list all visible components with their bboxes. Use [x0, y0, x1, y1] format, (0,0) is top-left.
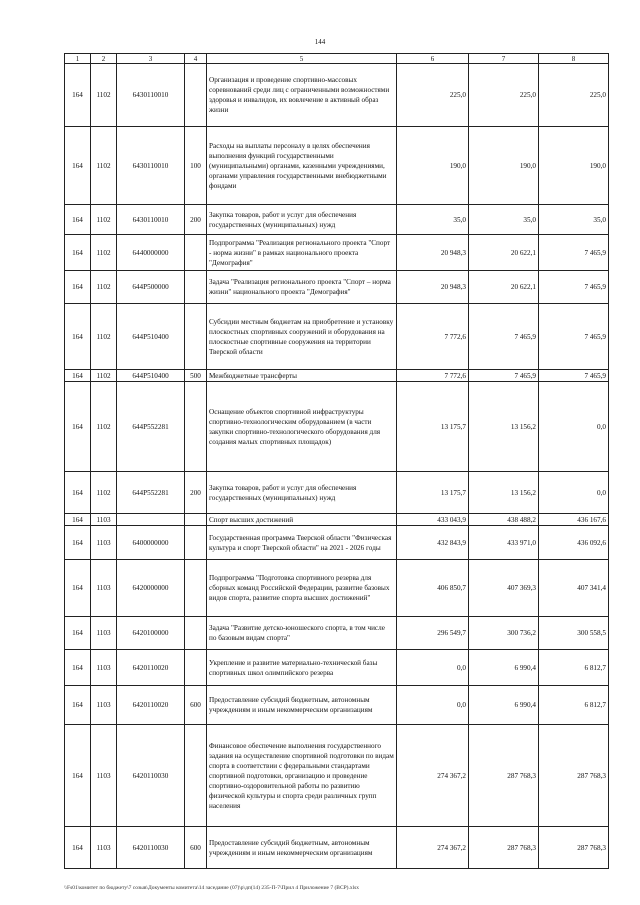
table-cell: 6400000000 [117, 526, 185, 560]
table-cell: 644P552281 [117, 472, 185, 514]
table-cell: 296 549,7 [397, 617, 469, 650]
column-header: 2 [91, 54, 117, 64]
table-cell: Подпрограмма "Реализация регионального проекта "Спорт - норма жизни" в рамках национального проекта "Демография" [207, 235, 397, 271]
table-cell: Задача "Реализация регионального проекта "Спорт – норма жизни" национального проекта "Демография" [207, 271, 397, 304]
table-row [65, 514, 609, 526]
table-cell: 644P500000 [117, 271, 185, 304]
table-cell: 6430110010 [117, 127, 185, 205]
table-cell: 6420110030 [117, 827, 185, 869]
table-cell: 1103 [91, 514, 117, 526]
table-cell: 225,0 [469, 64, 539, 127]
table-cell [185, 235, 207, 271]
column-header-row [65, 54, 609, 64]
table-cell: 164 [65, 64, 91, 127]
table-cell: 1102 [91, 127, 117, 205]
table-cell: 432 843,9 [397, 526, 469, 560]
table-cell: 1103 [91, 827, 117, 869]
budget-table [64, 53, 609, 869]
table-row [65, 235, 609, 271]
table-cell: 406 850,7 [397, 560, 469, 617]
table-cell: 20 622,1 [469, 271, 539, 304]
table-cell: 0,0 [539, 382, 609, 472]
table-cell: 644P510400 [117, 304, 185, 370]
table-cell: 190,0 [539, 127, 609, 205]
table-cell: 1102 [91, 472, 117, 514]
table-cell: 407 341,4 [539, 560, 609, 617]
table-row [65, 304, 609, 370]
table-cell [185, 725, 207, 827]
table-cell: 164 [65, 205, 91, 235]
table-cell: Предоставление субсидий бюджетным, автономным учреждениям и иным некоммерческим организациям [207, 686, 397, 725]
table-cell: Закупка товаров, работ и услуг для обеспечения государственных (муниципальных) нужд [207, 205, 397, 235]
table-cell: 13 156,2 [469, 382, 539, 472]
table-cell: 274 367,2 [397, 827, 469, 869]
table-cell: 13 175,7 [397, 472, 469, 514]
table-cell: Оснащение объектов спортивной инфраструктуры спортивно-технологическим оборудованием (в части закупки спортивно-технологического оборудования для создания малых спортивных площадок) [207, 382, 397, 472]
column-header: 3 [117, 54, 185, 64]
table-cell: Закупка товаров, работ и услуг для обеспечения государственных (муниципальных) нужд [207, 472, 397, 514]
table-cell: 164 [65, 304, 91, 370]
table-row [65, 127, 609, 205]
table-cell: 287 768,3 [539, 725, 609, 827]
page-number: 144 [314, 38, 326, 46]
table-cell: 190,0 [397, 127, 469, 205]
table-row [65, 382, 609, 472]
table-cell: 1103 [91, 617, 117, 650]
table-row [65, 472, 609, 514]
table-cell: 20 948,3 [397, 235, 469, 271]
table-cell: 287 768,3 [469, 827, 539, 869]
table-cell [185, 271, 207, 304]
table-cell: 436 167,6 [539, 514, 609, 526]
table-cell: Задача "Развитие детско-юношеского спорта, в том числе по базовым видам спорта" [207, 617, 397, 650]
table-row [65, 617, 609, 650]
table-cell [185, 382, 207, 472]
table-cell: 1102 [91, 370, 117, 382]
table-cell: 164 [65, 526, 91, 560]
table-cell: 6420110030 [117, 725, 185, 827]
table-cell: 600 [185, 686, 207, 725]
table-cell: 1102 [91, 235, 117, 271]
table-cell: 20 622,1 [469, 235, 539, 271]
table-cell: 6420110020 [117, 686, 185, 725]
table-cell: 225,0 [397, 64, 469, 127]
table-cell: 500 [185, 370, 207, 382]
table-cell: 644P552281 [117, 382, 185, 472]
table-cell: 287 768,3 [539, 827, 609, 869]
table-cell: 1102 [91, 205, 117, 235]
table-cell: 7 465,9 [469, 304, 539, 370]
table-cell: 200 [185, 205, 207, 235]
table-row [65, 271, 609, 304]
table-row [65, 827, 609, 869]
table-cell: 7 772,6 [397, 304, 469, 370]
column-header: 1 [65, 54, 91, 64]
table-cell: 164 [65, 472, 91, 514]
table-cell: 35,0 [469, 205, 539, 235]
column-header: 4 [185, 54, 207, 64]
table-cell: 438 488,2 [469, 514, 539, 526]
table-cell: 225,0 [539, 64, 609, 127]
table-cell: 1103 [91, 650, 117, 686]
table-cell: 190,0 [469, 127, 539, 205]
table-cell: 6430110010 [117, 205, 185, 235]
table-cell: 600 [185, 827, 207, 869]
column-header: 6 [397, 54, 469, 64]
table-row [65, 370, 609, 382]
table-body [65, 64, 609, 869]
table-cell: 164 [65, 235, 91, 271]
table-cell: 6 990,4 [469, 686, 539, 725]
table-cell: 1103 [91, 686, 117, 725]
table-cell: 6430110010 [117, 64, 185, 127]
table-cell: 6 990,4 [469, 650, 539, 686]
table-cell: Межбюджетные трансферты [207, 370, 397, 382]
table-cell: 35,0 [539, 205, 609, 235]
table-cell [185, 304, 207, 370]
column-header: 5 [207, 54, 397, 64]
table-cell: 7 465,9 [539, 370, 609, 382]
table-row [65, 725, 609, 827]
table-cell: Субсидии местным бюджетам на приобретение и установку плоскостных спортивных сооружений и оборудования на плоскостные спортивные сооружения на территории Тверской области [207, 304, 397, 370]
table-cell: 7 772,6 [397, 370, 469, 382]
table-cell [117, 514, 185, 526]
table-cell: 7 465,9 [469, 370, 539, 382]
table-cell: 7 465,9 [539, 304, 609, 370]
table-cell: 1102 [91, 382, 117, 472]
table-row [65, 686, 609, 725]
table-cell: 164 [65, 382, 91, 472]
table-cell: 1102 [91, 304, 117, 370]
table-cell: Организация и проведение спортивно-массовых соревнований среди лиц с ограниченными возможностями здоровья и инвалидов, их вовлечение в активный образ жизни [207, 64, 397, 127]
table-cell: Финансовое обеспечение выполнения государственного задания на осуществление спортивной подготовки по видам спорта в соответствии с федеральными стандартами спортивной подготовки, организацию и проведение спортивно-оздоровительной работы по развитию физической культуры и спорта среди различных групп населения [207, 725, 397, 827]
table-cell: Подпрограмма "Подготовка спортивного резерва для сборных команд Российской Федерации, развитие базовых видов спорта, развитие спорта высших достижений" [207, 560, 397, 617]
table-cell: 0,0 [397, 686, 469, 725]
table-cell: 433 043,9 [397, 514, 469, 526]
table-cell: 164 [65, 560, 91, 617]
table-cell: 300 736,2 [469, 617, 539, 650]
column-header: 8 [539, 54, 609, 64]
table-cell: 164 [65, 617, 91, 650]
table-cell: 6420100000 [117, 617, 185, 650]
table-cell: Укрепление и развитие материально-технической базы спортивных школ олимпийского резерва [207, 650, 397, 686]
table-cell: 13 156,2 [469, 472, 539, 514]
table-cell: 164 [65, 127, 91, 205]
table-cell: 300 558,5 [539, 617, 609, 650]
table-cell: 6 812,7 [539, 650, 609, 686]
table-cell [185, 514, 207, 526]
table-cell: 13 175,7 [397, 382, 469, 472]
table-row [65, 650, 609, 686]
table-cell: 436 092,6 [539, 526, 609, 560]
table-cell: 6440000000 [117, 235, 185, 271]
table-cell: 1103 [91, 560, 117, 617]
table-row [65, 64, 609, 127]
table-cell: Предоставление субсидий бюджетным, автономным учреждениям и иным некоммерческим организациям [207, 827, 397, 869]
file-path-footer: \\Fs01\комитет по бюджету\7 созыв\Документы комитета\14 заседание (07)\р\дп(14) 235-П-7\Прил 4 Приложение 7 (ВСР).xlsx [64, 885, 360, 891]
table-cell: 287 768,3 [469, 725, 539, 827]
table-cell: 164 [65, 271, 91, 304]
table-row [65, 205, 609, 235]
table-cell: 164 [65, 686, 91, 725]
table-cell: Государственная программа Тверской области "Физическая культура и спорт Тверской области" на 2021 - 2026 годы [207, 526, 397, 560]
table-cell: 1102 [91, 271, 117, 304]
table-row [65, 526, 609, 560]
table-cell: 164 [65, 650, 91, 686]
table-row [65, 560, 609, 617]
table-cell [185, 526, 207, 560]
table-cell [185, 650, 207, 686]
table-cell: 433 971,0 [469, 526, 539, 560]
table-cell: 1102 [91, 64, 117, 127]
table-cell: 644P510400 [117, 370, 185, 382]
table-cell: 200 [185, 472, 207, 514]
table-cell: 35,0 [397, 205, 469, 235]
table-cell: 7 465,9 [539, 235, 609, 271]
table-cell: 20 948,3 [397, 271, 469, 304]
table-cell: 164 [65, 514, 91, 526]
table-cell: Расходы на выплаты персоналу в целях обеспечения выполнения функций государственными (муниципальными) органами, казенными учреждениями, органами управления государственными внебюджетными фондами [207, 127, 397, 205]
table-cell [185, 64, 207, 127]
column-header: 7 [469, 54, 539, 64]
table-cell [185, 560, 207, 617]
table-cell: 6 812,7 [539, 686, 609, 725]
table-cell: 1103 [91, 725, 117, 827]
table-cell: 164 [65, 370, 91, 382]
table-cell: 164 [65, 725, 91, 827]
table-cell: 7 465,9 [539, 271, 609, 304]
table-cell: 407 369,3 [469, 560, 539, 617]
table-cell: 164 [65, 827, 91, 869]
table-cell: 0,0 [397, 650, 469, 686]
table-cell: 6420000000 [117, 560, 185, 617]
table-cell: 274 367,2 [397, 725, 469, 827]
table-cell: 1103 [91, 526, 117, 560]
table-cell: 6420110020 [117, 650, 185, 686]
table-cell: 0,0 [539, 472, 609, 514]
table-cell: Спорт высших достижений [207, 514, 397, 526]
table-cell [185, 617, 207, 650]
table-cell: 100 [185, 127, 207, 205]
